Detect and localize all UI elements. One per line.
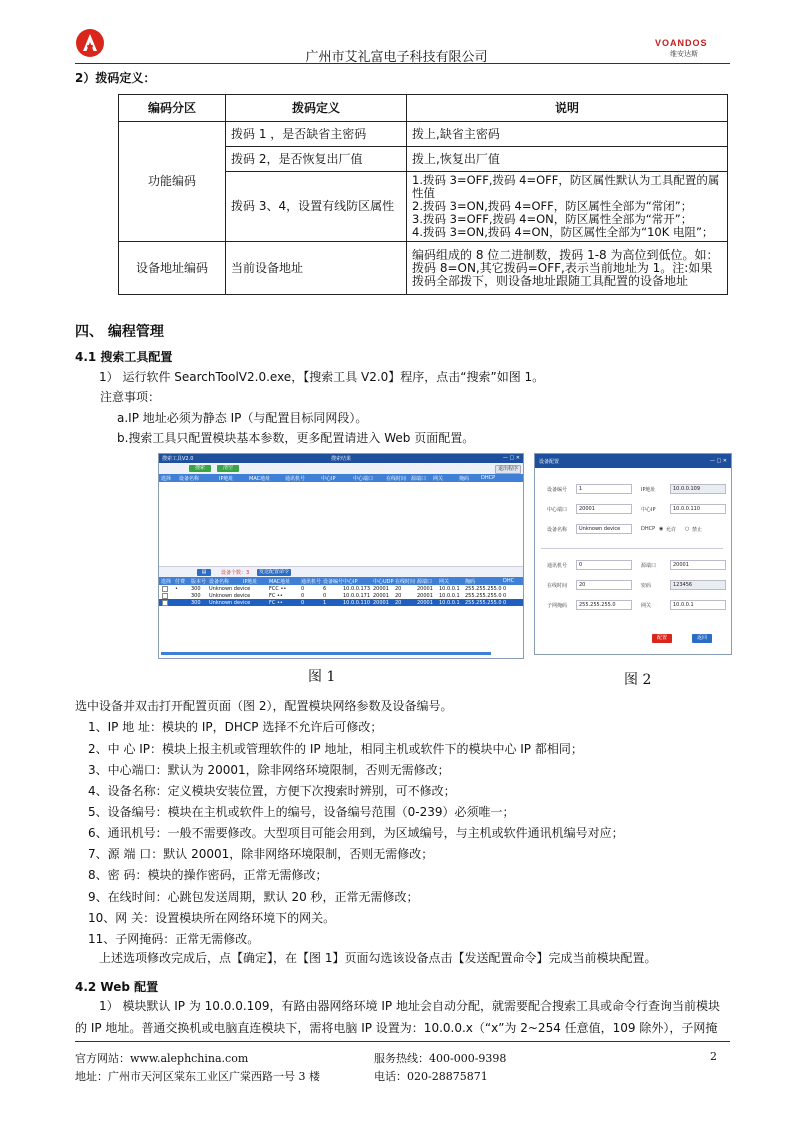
field-label: 通讯机号: [547, 563, 568, 569]
table-cell: 20001: [373, 593, 389, 599]
device-count: 设备个数：3: [221, 570, 250, 576]
field-label: 设备名称: [547, 527, 568, 533]
field-label: 中心IP: [641, 507, 656, 513]
results-area: [159, 482, 523, 567]
note-title: 注意事项：: [100, 390, 161, 404]
column-header[interactable]: 通讯机号: [285, 476, 306, 482]
column-header[interactable]: IP地址: [243, 579, 258, 585]
dip-desc-line: 2.拨码 3=ON,拨码 4=OFF，防区属性全部为“常闭”；: [412, 199, 693, 213]
table-cell: Unknown device: [209, 593, 251, 599]
field-input[interactable]: 10.0.0.109: [670, 484, 726, 494]
dip-desc: 拨上,恢复出厂值: [407, 147, 728, 172]
table-cell: 0: [503, 593, 507, 599]
table-cell: 20: [395, 593, 402, 599]
config-item: 6、通讯机号：一般不需要修改。大型项目可能会用到，为区域编号，与主机或软件通讯机编号对应；: [88, 826, 624, 840]
config-title: 设备配置: [539, 459, 560, 465]
window-controls: — □ ✕: [709, 458, 727, 464]
table-cell: 10.0.0.171: [343, 593, 371, 599]
field-input[interactable]: 10.0.0.1: [670, 600, 726, 610]
table-cell: FCC ••: [269, 586, 287, 592]
column-header[interactable]: 设备名称: [209, 579, 230, 585]
paragraph: 的 IP 地址。普通交换机或电脑直连模块下，需将电脑 IP 设置为：10.0.0.x（“x”为 2~254 任意值，109 除外），子网掩: [75, 1021, 718, 1035]
table-cell: 10.0.0.1: [439, 586, 460, 592]
search-button[interactable]: 搜索: [189, 465, 211, 472]
table-cell: Unknown device: [209, 586, 251, 592]
config-item: 5、设备编号：模块在主机或软件上的编号，设备编号范围（0-239）必须唯一；: [88, 805, 515, 819]
field-input[interactable]: 20001: [670, 560, 726, 570]
note-item: b.搜索工具只配置模块基本参数，更多配置请进入 Web 页面配置。: [117, 431, 475, 445]
column-header[interactable]: 中心IP: [343, 579, 358, 585]
dhcp-forbid-label: 禁止: [692, 527, 703, 533]
search-tool-screenshot: [158, 453, 524, 659]
window-title: 搜索工具V2.0: [162, 456, 194, 462]
column-header[interactable]: MAC地址: [249, 476, 271, 482]
table-cell: 0: [301, 586, 305, 592]
search-tool-titlebar: [159, 454, 523, 463]
table-cell: 20001: [373, 600, 389, 606]
column-header[interactable]: 选择: [161, 579, 172, 585]
table-header-row: [119, 95, 728, 122]
column-header[interactable]: 选择: [161, 476, 172, 482]
field-input[interactable]: 123456: [670, 580, 726, 590]
field-label: 中心端口: [547, 507, 568, 513]
dhcp-allow-label: 允许: [666, 527, 677, 533]
table-cell: 255.255.255.0: [465, 593, 502, 599]
table-cell: 255.255.255.0: [465, 600, 502, 606]
table-cell: 0: [323, 593, 327, 599]
table-cell: 300: [191, 593, 201, 599]
dip-def: 拨码 3、4，设置有线防区属性: [226, 172, 407, 242]
send-config-button[interactable]: 发送配置命令: [258, 569, 289, 575]
table-cell: •: [175, 586, 178, 592]
brand-cn: 维安达斯: [670, 50, 698, 58]
column-header[interactable]: 设备编号: [323, 579, 344, 585]
field-input[interactable]: 1: [576, 484, 632, 494]
device-config-screenshot: [534, 453, 732, 655]
config-item: 1、IP 地 址：模块的 IP，DHCP 选择不允许后可修改；: [88, 720, 383, 734]
subsection-title: 4.2 Web 配置: [75, 980, 159, 994]
field-input[interactable]: 20001: [576, 504, 632, 514]
table-row: [119, 122, 728, 147]
dhcp-label: DHCP: [641, 526, 656, 532]
row-checkbox[interactable]: [162, 600, 168, 606]
device-toolbar: [159, 567, 523, 577]
dip-desc-line: 4.拨码 3=ON,拨码 4=ON，防区属性全部为“10K 电阻”；: [412, 225, 714, 239]
footer-hotline: 服务热线：400-000-9398: [374, 1052, 507, 1065]
table-row: [119, 242, 728, 295]
brand-en: VOANDOS: [655, 38, 708, 48]
table-cell: 6: [323, 586, 327, 592]
paragraph: 1） 模块默认 IP 为 10.0.0.109，有路由器网络环境 IP 地址会自动分配，就需要配合搜索工具或命令行查询当前模块: [99, 999, 720, 1013]
column-header[interactable]: 中心IP: [321, 476, 336, 482]
dip-desc-line: 1.拨码 3=OFF,拨码 4=OFF，防区属性默认为工具配置的属性值: [412, 173, 720, 200]
config-item: 3、中心端口：默认为 20001，除非网络环境限制，否则无需修改；: [88, 763, 450, 777]
table-cell: 300: [191, 586, 201, 592]
footer-site: 官方网站：www.alephchina.com: [75, 1052, 249, 1065]
paragraph: 选中设备并双击打开配置页面（图 2），配置模块网络参数及设备编号。: [75, 699, 453, 713]
dip-desc: [407, 172, 728, 242]
column-header[interactable]: MAC地址: [269, 579, 291, 585]
config-item: 9、在线时间：心跳包发送周期，默认 20 秒，正常无需修改；: [88, 890, 419, 904]
footer-divider: [75, 1041, 730, 1042]
table-cell: FC ••: [269, 593, 283, 599]
horizontal-scrollbar[interactable]: [161, 652, 491, 655]
config-cancel-button[interactable]: 返回: [692, 634, 712, 643]
column-header[interactable]: 掩码: [459, 476, 470, 482]
window-controls: — □ ✕: [502, 455, 520, 461]
table-cell: 10.0.0.1: [439, 593, 460, 599]
config-titlebar: [535, 454, 731, 468]
table-cell: 10.0.0.1: [439, 600, 460, 606]
divider: [541, 548, 723, 549]
config-item: 7、源 端 口：默认 20001，除非网络环境限制，否则无需修改；: [88, 847, 434, 861]
results-header: [159, 474, 523, 482]
column-header[interactable]: 在线时间: [386, 476, 407, 482]
table-cell: 20001: [373, 586, 389, 592]
table-cell: Unknown device: [209, 600, 251, 606]
group-address: 设备地址编码: [119, 242, 226, 295]
paragraph: 上述选项修改完成后，点【确定】，在【图 1】页面勾选该设备点击【发送配置命令】完成当前模块配置。: [99, 951, 657, 965]
table-cell: 10.0.0.173: [343, 586, 371, 592]
footer-phone: 电话：020-28875871: [374, 1070, 488, 1083]
column-header[interactable]: 中心端口: [353, 476, 374, 482]
table-cell: 0: [301, 593, 305, 599]
table-cell: 20001: [417, 600, 433, 606]
column-header[interactable]: 中心UDP: [373, 579, 394, 585]
config-item: 4、设备名称：定义模块安装位置，方便下次搜索时辨别，可不修改；: [88, 784, 456, 798]
field-input[interactable]: 0: [576, 560, 632, 570]
table-cell: 20001: [417, 593, 433, 599]
column-header[interactable]: 网关: [433, 476, 444, 482]
field-label: 设备编号: [547, 487, 568, 493]
config-item: 10、网 关：设置模块所在网络环境下的网关。: [88, 911, 336, 925]
table-header: 拨码定义: [226, 95, 407, 122]
device-list-icon[interactable]: ▤: [197, 569, 211, 576]
field-label: 在线时间: [547, 583, 568, 589]
table-row[interactable]: [159, 592, 523, 599]
table-cell: 20: [395, 586, 402, 592]
table-header: 说明: [407, 95, 728, 122]
footer-address: 地址：广州市天河区棠东工业区广棠西路一号 3 楼: [75, 1070, 320, 1083]
table-cell: FC ••: [269, 600, 283, 606]
dhcp-forbid-radio[interactable]: ○: [685, 526, 690, 532]
table-row[interactable]: [159, 599, 523, 606]
column-header[interactable]: 设备名称: [179, 476, 200, 482]
field-label: 源端口: [641, 563, 657, 569]
column-header[interactable]: 源端口: [411, 476, 427, 482]
table-cell: 20001: [417, 586, 433, 592]
field-label: 网关: [641, 603, 652, 609]
table-cell: 0: [301, 600, 305, 606]
dip-def: 拨码 1 ，是否缺省主密码: [226, 122, 407, 147]
field-label: IP地址: [641, 487, 656, 493]
footer-page: 2: [710, 1050, 717, 1063]
config-ok-button[interactable]: 配置: [652, 634, 672, 643]
dip-def: 当前设备地址: [226, 242, 407, 295]
table-cell: 255.255.255.0: [465, 586, 502, 592]
column-header[interactable]: 在线时间: [395, 579, 416, 585]
paragraph: 1） 运行软件 SearchToolV2.0.exe，【搜索工具 V2.0】程序，点击“搜索”如图 1。: [99, 370, 545, 384]
table-cell: 20: [395, 600, 402, 606]
table-cell: 10.0.0.110: [343, 600, 371, 606]
column-header[interactable]: DHC: [503, 578, 515, 584]
exit-button[interactable]: 退出程序: [495, 465, 521, 474]
search-toolbar: [159, 463, 523, 474]
field-input[interactable]: 20: [576, 580, 632, 590]
column-header[interactable]: 版本号: [191, 579, 207, 585]
note-item: a.IP 地址必须为静态 IP（与配置目标同网段）。: [117, 411, 368, 425]
header-divider: [75, 63, 730, 64]
field-input[interactable]: 255.255.255.0: [576, 600, 632, 610]
config-item: 8、密 码：模块的操作密码，正常无需修改；: [88, 868, 328, 882]
dip-desc-line: 3.拨码 3=OFF,拨码 4=ON，防区属性全部为“常开”；: [412, 212, 693, 226]
device-header: [159, 577, 523, 585]
column-header[interactable]: 付费: [175, 579, 186, 585]
dip-desc: 编码组成的 8 位二进制数，拨码 1-8 为高位到低位。如：拨码 8=ON,其它拨码=OFF,表示当前地址为 1。注:如果拨码全部拨下，则设备地址跟随工具配置的设备地址: [407, 242, 728, 295]
column-header[interactable]: DHCP: [481, 475, 496, 481]
field-label: 子网掩码: [547, 603, 568, 609]
header-company: 广州市艾礼富电子科技有限公司: [305, 50, 488, 65]
column-header[interactable]: 通讯机号: [301, 579, 322, 585]
table-header: 编码分区: [119, 95, 226, 122]
dip-section-title: 2）拨码定义：: [75, 71, 156, 85]
config-item: 11、子网掩码：正常无需修改。: [88, 932, 260, 946]
table-cell: 1: [323, 600, 327, 606]
figure1-caption: 图 1: [308, 669, 336, 685]
column-header[interactable]: IP地址: [219, 476, 234, 482]
window-center-title: 搜索结果: [331, 456, 352, 462]
column-header[interactable]: 源端口: [417, 579, 433, 585]
figure2-caption: 图 2: [624, 672, 652, 688]
column-header[interactable]: 掩码: [465, 579, 476, 585]
table-row[interactable]: [159, 585, 523, 592]
dip-table: [118, 94, 728, 295]
device-rows: [159, 585, 523, 606]
table-cell: 0: [503, 600, 507, 606]
subsection-title: 4.1 搜索工具配置: [75, 350, 173, 364]
field-input[interactable]: Unknown device: [576, 524, 632, 534]
group-function: 功能编码: [119, 122, 226, 242]
field-input[interactable]: 10.0.0.110: [670, 504, 726, 514]
dhcp-allow-radio[interactable]: ◉: [659, 526, 664, 532]
config-item: 2、中 心 IP：模块上报主机或管理软件的 IP 地址，相同主机或软件下的模块中心 IP 都相同；: [88, 742, 583, 756]
section-title: 四、 编程管理: [75, 324, 164, 340]
field-label: 密码: [641, 583, 652, 589]
clear-button[interactable]: 清空: [217, 465, 239, 472]
column-header[interactable]: 网关: [439, 579, 450, 585]
dip-desc: 拨上,缺省主密码: [407, 122, 728, 147]
table-cell: 0: [503, 586, 507, 592]
dip-def: 拨码 2，是否恢复出厂值: [226, 147, 407, 172]
table-cell: 300: [191, 600, 201, 606]
